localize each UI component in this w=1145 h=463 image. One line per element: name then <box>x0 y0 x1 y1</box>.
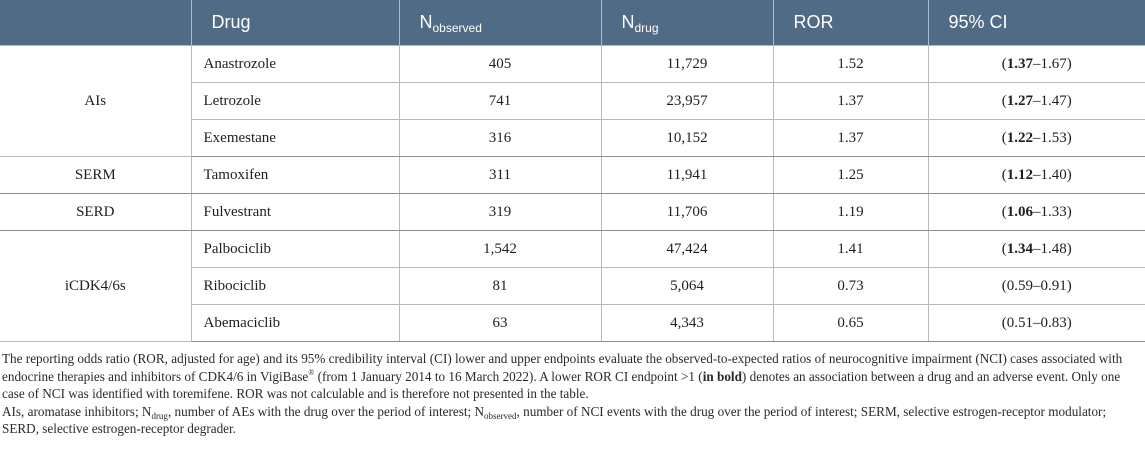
ror-value: 0.65 <box>773 305 928 342</box>
ci-value: (1.34–1.48) <box>928 231 1145 268</box>
n-drug: 11,706 <box>601 194 773 231</box>
ci-value: (0.51–0.83) <box>928 305 1145 342</box>
drug-name: Exemestane <box>191 120 399 157</box>
header-drug: Drug <box>191 0 399 46</box>
footnote-abbreviations: AIs, aromatase inhibitors; $N_{drug}$, number of AEs with the drug over the period of interest; $N_{observed}$, number of NCI events with the drug over the period of interest; SERM, selective estrogen-receptor modulator; SERD, selective estrogen-receptor degrader. <box>2 403 1107 436</box>
ror-value: 0.73 <box>773 268 928 305</box>
ci-value: (1.12–1.40) <box>928 157 1145 194</box>
n-observed: 63 <box>399 305 601 342</box>
ror-value: 1.19 <box>773 194 928 231</box>
ci-value: (1.22–1.53) <box>928 120 1145 157</box>
ci-value: (1.27–1.47) <box>928 83 1145 120</box>
table-row <box>0 46 1145 83</box>
table-row <box>0 231 1145 268</box>
n-observed: 81 <box>399 268 601 305</box>
header-ci: 95% CI <box>928 0 1145 46</box>
n-observed: 405 <box>399 46 601 83</box>
group-label-serd: SERD <box>0 194 191 231</box>
ror-value: 1.25 <box>773 157 928 194</box>
n-observed: 311 <box>399 157 601 194</box>
header-row <box>0 0 1145 46</box>
group-label-serm: SERM <box>0 157 191 194</box>
header-n-drug: $N_{drug}$ <box>601 0 773 46</box>
n-drug: 23,957 <box>601 83 773 120</box>
n-drug: 4,343 <box>601 305 773 342</box>
drug-name: Tamoxifen <box>191 157 399 194</box>
drug-name: Ribociclib <box>191 268 399 305</box>
n-drug: 5,064 <box>601 268 773 305</box>
n-drug: 10,152 <box>601 120 773 157</box>
ci-value: (1.37–1.67) <box>928 46 1145 83</box>
n-drug: 47,424 <box>601 231 773 268</box>
n-observed: 1,542 <box>399 231 601 268</box>
ror-value: 1.41 <box>773 231 928 268</box>
n-drug: 11,729 <box>601 46 773 83</box>
group-label-ais: AIs <box>0 46 191 157</box>
drug-name: Letrozole <box>191 83 399 120</box>
ci-value: (0.59–0.91) <box>928 268 1145 305</box>
ror-value: 1.52 <box>773 46 928 83</box>
header-n-observed: $N_{observed}$ <box>399 0 601 46</box>
footnote-description: The reporting odds ratio (ROR, adjusted for age) and its 95% credibility interval (CI) lower and upper endpoints evaluate the observed-to-expected ratios of neurocognitive impairment (NCI) cases associated with endocrine therapies and inhibitors of CDK4/6 in VigiBase® (from 1 January 2014 to 16 March 2022). A lower ROR CI endpoint >1 (in bold) denotes an association between a drug and an adverse event. Only one case of NCI was identified with toremifene. ROR was not calculable and is therefore not presented in the table. <box>2 351 1123 401</box>
header-ror: ROR <box>773 0 928 46</box>
ror-value: 1.37 <box>773 120 928 157</box>
table-row <box>0 157 1145 194</box>
table-row <box>0 194 1145 231</box>
drug-name: Abemaciclib <box>191 305 399 342</box>
ror-value: 1.37 <box>773 83 928 120</box>
drug-name: Fulvestrant <box>191 194 399 231</box>
header-group <box>0 0 191 46</box>
n-drug: 11,941 <box>601 157 773 194</box>
n-observed: 316 <box>399 120 601 157</box>
drug-name: Anastrozole <box>191 46 399 83</box>
ci-value: (1.06–1.33) <box>928 194 1145 231</box>
n-observed: 741 <box>399 83 601 120</box>
table-footnotes <box>0 342 1145 438</box>
n-observed: 319 <box>399 194 601 231</box>
drug-name: Palbociclib <box>191 231 399 268</box>
group-label-icdk46s: iCDK4/6s <box>0 231 191 342</box>
